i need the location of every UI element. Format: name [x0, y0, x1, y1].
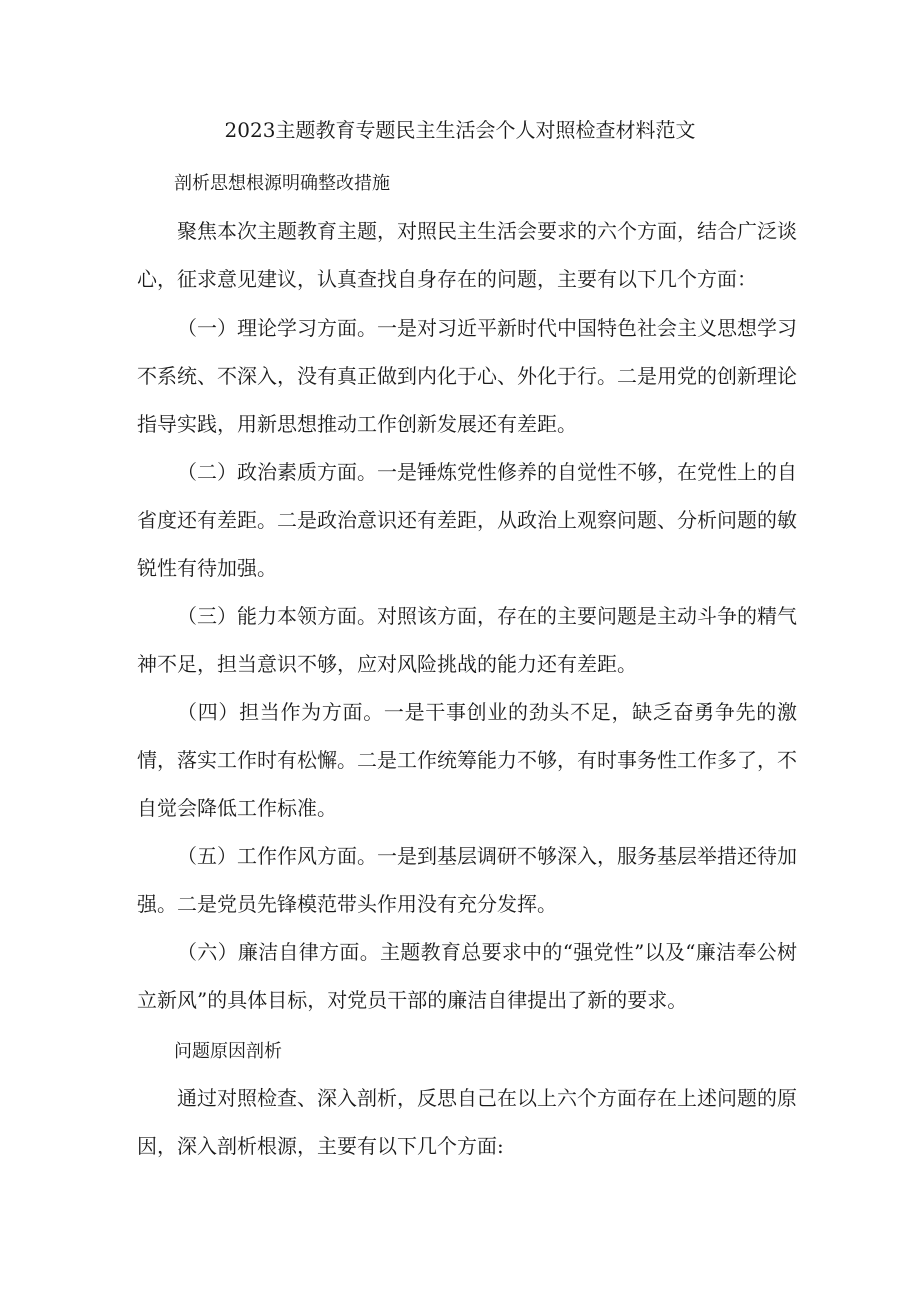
item-political-quality: （二）政治素质方面。一是锤炼党性修养的自觉性不够，在党性上的自省度还有差距。二是政治意识还有差距，从政治上观察问题、分析问题的敏锐性有待加强。: [137, 460, 797, 580]
item-work-style: （五）工作作风方面。一是到基层调研不够深入，服务基层举措还待加强。二是党员先锋模范带头作用没有充分发挥。: [137, 844, 797, 916]
item-theory-study: （一）理论学习方面。一是对习近平新时代中国特色社会主义思想学习不系统、不深入，没有真正做到内化于心、外化于行。二是用党的创新理论指导实践，用新思想推动工作创新发展还有差距。: [137, 316, 797, 436]
item-capability: （三）能力本领方面。对照该方面，存在的主要问题是主动斗争的精气神不足，担当意识不够，应对风险挑战的能力还有差距。: [137, 604, 797, 676]
item-integrity: （六）廉洁自律方面。主题教育总要求中的“强党性”以及“廉洁奉公树立新风”的具体目标，对党员干部的廉洁自律提出了新的要求。: [137, 940, 797, 1012]
intro-paragraph: 聚焦本次主题教育主题，对照民主生活会要求的六个方面，结合广泛谈心，征求意见建议，认真查找自身存在的问题，主要有以下几个方面：: [137, 219, 797, 291]
item-responsibility: （四）担当作为方面。一是干事创业的劲头不足，缺乏奋勇争先的激情，落实工作时有松懈。二是工作统筹能力不够，有时事务性工作多了，不自觉会降低工作标准。: [137, 700, 797, 820]
section-heading-cause-analysis: 问题原因剖析: [174, 1041, 282, 1062]
section-heading-root-causes: 剖析思想根源明确整改措施: [174, 173, 390, 194]
outro-paragraph: 通过对照检查、深入剖析，反思自己在以上六个方面存在上述问题的原因，深入剖析根源，主要有以下几个方面:: [137, 1086, 797, 1158]
document-title: 2023主题教育专题民主生活会个人对照检查材料范文: [224, 118, 696, 142]
